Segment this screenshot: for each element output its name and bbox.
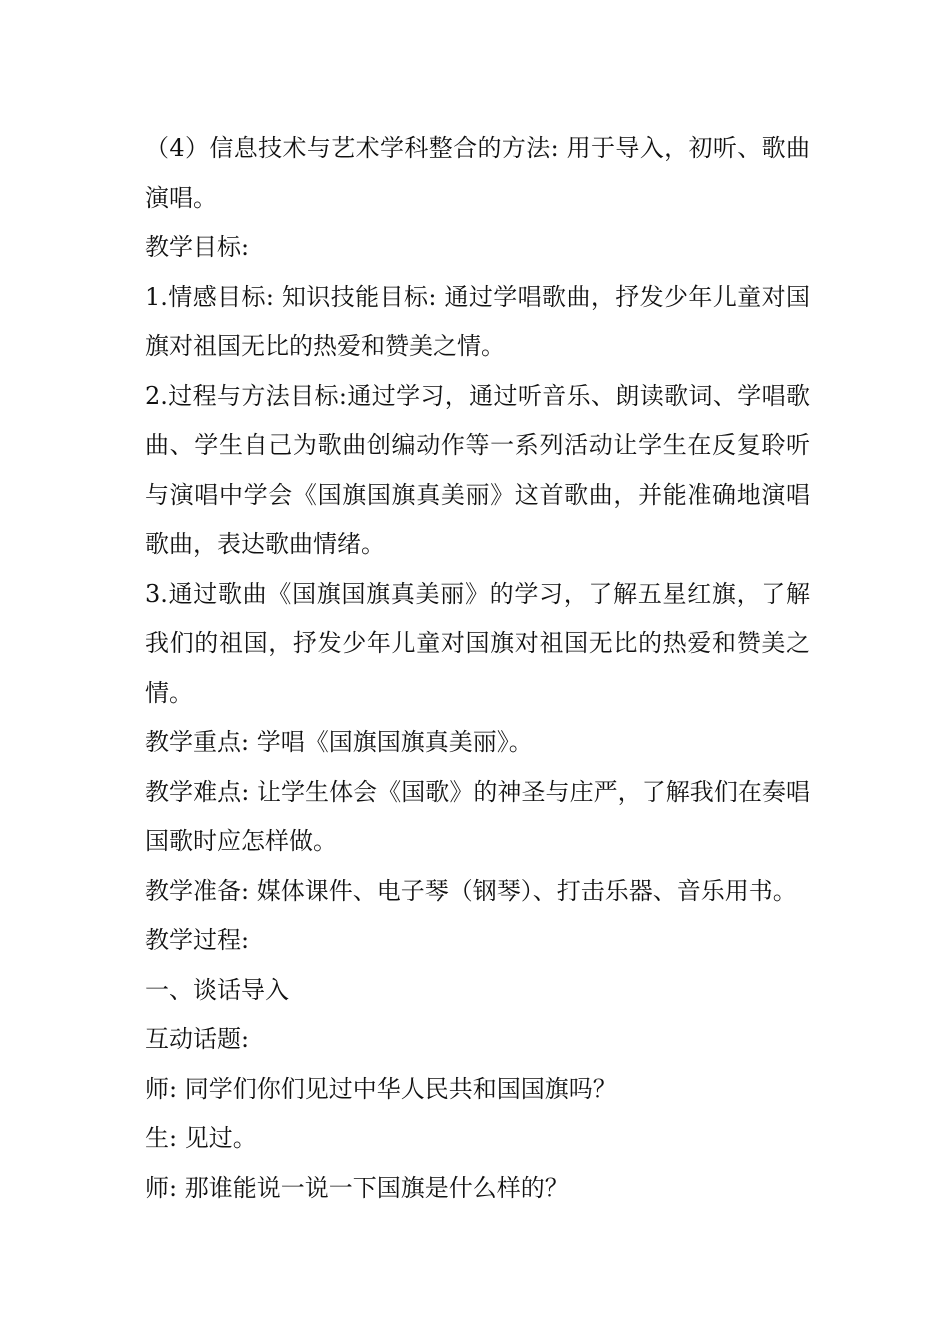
paragraph-key-point: 教学重点: 学唱《国旗国旗真美丽》。	[145, 728, 533, 756]
dialogue-student-1: 生: 见过。	[145, 1124, 257, 1152]
paragraph-goal-1: 1.情感目标: 知识技能目标: 通过学唱歌曲，抒发少年儿童对国旗对祖国无比的热爱和赞美之情。	[145, 282, 810, 360]
paragraph-preparation: 教学准备: 媒体课件、电子琴（钢琴）、打击乐器、音乐用书。	[145, 876, 797, 905]
paragraph-interactive-topic: 互动话题:	[145, 1025, 250, 1053]
heading-teaching-process: 教学过程:	[145, 926, 250, 954]
dialogue-teacher-1: 师: 同学们你们见过中华人民共和国国旗吗？	[145, 1074, 617, 1103]
dialogue-teacher-2: 师: 那谁能说一说一下国旗是什么样的？	[145, 1173, 569, 1202]
paragraph-goal-2: 2.过程与方法目标:通过学习，通过听音乐、朗读歌词、学唱歌曲、学生自己为歌曲创编动作等一系列活动让学生在反复聆听与演唱中学会《国旗国旗真美丽》这首歌曲，并能准确地演唱歌曲，表达歌曲情绪。	[145, 381, 810, 558]
paragraph-difficult-point: 教学难点: 让学生体会《国歌》的神圣与庄严，了解我们在奏唱国歌时应怎样做。	[145, 777, 810, 855]
paragraph-goal-3: 3.通过歌曲《国旗国旗真美丽》的学习，了解五星红旗，了解我们的祖国，抒发少年儿童对国旗对祖国无比的热爱和赞美之情。	[145, 579, 810, 707]
heading-teaching-goals: 教学目标:	[145, 233, 250, 261]
document-body	[145, 124, 810, 1213]
paragraph-integration-method: （4）信息技术与艺术学科整合的方法: 用于导入，初听、歌曲演唱。	[145, 134, 810, 212]
heading-section-one: 一、谈话导入	[145, 975, 289, 1004]
